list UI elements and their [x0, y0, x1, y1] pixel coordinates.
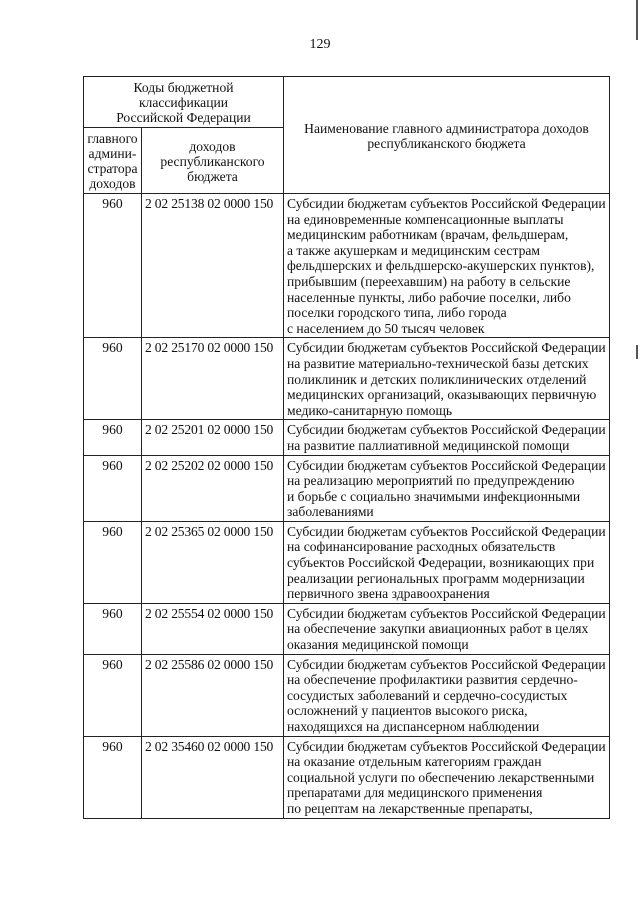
income-name-line: медицинских организаций, оказывающих первичную — [287, 387, 597, 403]
admin-code-cell: 960 — [84, 194, 142, 338]
income-name-line: медицинским работникам (врачам, фельдшерам, — [287, 227, 569, 243]
income-name-line: по рецептам на лекарственные препараты, — [287, 800, 533, 816]
header-budget-codes — [84, 77, 284, 128]
income-name-cell — [284, 603, 610, 654]
table-body — [84, 77, 610, 819]
income-name-line: а также акушеркам и медицинским сестрам — [287, 242, 540, 258]
income-name-line: Субсидии бюджетам субъектов Российской Федерации — [287, 340, 606, 356]
table-row — [84, 338, 610, 420]
income-name-line: первичного звена здравоохранения — [287, 586, 490, 602]
admin-code-cell: 960 — [84, 420, 142, 455]
income-name-line: осложнений у пациентов высокого риска, — [287, 703, 528, 719]
scan-edge-mark — [636, 0, 638, 40]
admin-code-cell: 960 — [84, 654, 142, 736]
income-name-line: фельдшерских и фельдшерско-акушерских пунктов), — [287, 258, 595, 274]
income-name-cell — [284, 521, 610, 603]
income-name-line: медико-санитарную помощь — [287, 402, 453, 418]
income-name-cell — [284, 654, 610, 736]
table-row — [84, 603, 610, 654]
table-row — [84, 736, 610, 818]
income-name-line: Субсидии бюджетам субъектов Российской Федерации — [287, 422, 606, 438]
income-name-line: с населением до 50 тысяч человек — [287, 320, 485, 336]
income-name-cell — [284, 338, 610, 420]
income-code-cell: 2 02 25170 02 0000 150 — [142, 338, 284, 420]
admin-code-cell: 960 — [84, 455, 142, 521]
header-republican-income — [142, 128, 284, 194]
header-line: админи- — [88, 146, 137, 161]
header-line: доходов — [189, 138, 236, 154]
budget-classification-table — [83, 76, 610, 819]
table-row — [84, 654, 610, 736]
admin-code-cell: 960 — [84, 338, 142, 420]
table-row — [84, 194, 610, 338]
table-row — [84, 455, 610, 521]
income-name-cell — [284, 736, 610, 818]
income-name-line: и борьбе с социально значимыми инфекционными — [287, 488, 581, 504]
header-line: Коды бюджетной — [133, 80, 234, 95]
income-code-cell: 2 02 25586 02 0000 150 — [142, 654, 284, 736]
income-code-cell: 2 02 25365 02 0000 150 — [142, 521, 284, 603]
header-administrator-name — [284, 77, 610, 194]
income-name-line: Субсидии бюджетам субъектов Российской Федерации — [287, 605, 606, 621]
income-name-line: на реализацию мероприятий по предупреждению — [287, 473, 575, 489]
income-name-cell — [284, 455, 610, 521]
income-name-cell — [284, 194, 610, 338]
header-line: классификации — [138, 95, 229, 110]
income-name-line: оказания медицинской помощи — [287, 637, 469, 653]
header-row-group — [84, 77, 610, 128]
table-row — [84, 521, 610, 603]
income-name-line: Субсидии бюджетам субъектов Российской Федерации — [287, 196, 606, 211]
income-code-cell: 2 02 35460 02 0000 150 — [142, 736, 284, 818]
header-line: республиканского — [160, 153, 265, 169]
header-line: стратора — [87, 161, 138, 176]
income-name-line: Субсидии бюджетам субъектов Российской Федерации — [287, 523, 606, 539]
income-name-line: на обеспечение профилактики развития сердечно- — [287, 672, 578, 688]
income-name-line: населенные пункты, либо рабочие поселки, либо — [287, 289, 571, 305]
income-name-line: поликлиник и детских поликлинических отделений — [287, 371, 587, 387]
header-line: Российской Федерации — [116, 110, 251, 125]
header-line: главного — [87, 131, 138, 146]
income-name-line: прибывшим (переехавшим) на работу в сельские — [287, 273, 571, 289]
income-name-line: находящихся на диспансерном наблюдении — [287, 719, 540, 734]
header-main-administrator — [84, 128, 142, 194]
income-name-line: на софинансирование расходных обязательств — [287, 539, 556, 555]
header-line: республиканского бюджета — [367, 135, 526, 151]
header-line: бюджета — [187, 168, 238, 184]
income-name-line: препаратами для медицинского применения — [287, 785, 543, 801]
income-name-line: на развитие материально-технической базы детских — [287, 355, 589, 371]
income-name-line: Субсидии бюджетам субъектов Российской Федерации — [287, 738, 606, 754]
income-name-line: на единовременные компенсационные выплаты — [287, 211, 564, 227]
income-name-line: на оказание отдельным категориям граждан — [287, 754, 542, 770]
income-name-line: Субсидии бюджетам субъектов Российской Федерации — [287, 656, 606, 672]
admin-code-cell: 960 — [84, 521, 142, 603]
income-code-cell: 2 02 25138 02 0000 150 — [142, 194, 284, 338]
income-name-line: реализации региональных программ модернизации — [287, 570, 585, 586]
income-code-cell: 2 02 25202 02 0000 150 — [142, 455, 284, 521]
header-line: доходов — [89, 176, 136, 191]
income-name-line: Субсидии бюджетам субъектов Российской Федерации — [287, 457, 606, 473]
income-name-line: на обеспечение закупки авиационных работ в целях — [287, 621, 589, 637]
admin-code-cell: 960 — [84, 736, 142, 818]
header-line: Наименование главного администратора доходов — [304, 120, 589, 136]
income-name-line: поселки городского типа, либо города — [287, 305, 507, 321]
income-name-line: заболеваниями — [287, 504, 374, 520]
scan-edge-mark — [636, 345, 638, 359]
admin-code-cell: 960 — [84, 603, 142, 654]
income-name-line: субъектов Российской Федерации, возникающих при — [287, 555, 595, 571]
table-row — [84, 420, 610, 455]
income-name-line: на развитие паллиативной медицинской помощи — [287, 437, 570, 453]
income-name-line: сосудистых заболеваний и сердечно-сосудистых — [287, 687, 568, 703]
page-number: 129 — [309, 37, 331, 52]
income-name-cell — [284, 420, 610, 455]
income-name-line: социальной услуги по обеспечению лекарственными — [287, 769, 595, 785]
income-code-cell: 2 02 25201 02 0000 150 — [142, 420, 284, 455]
income-code-cell: 2 02 25554 02 0000 150 — [142, 603, 284, 654]
